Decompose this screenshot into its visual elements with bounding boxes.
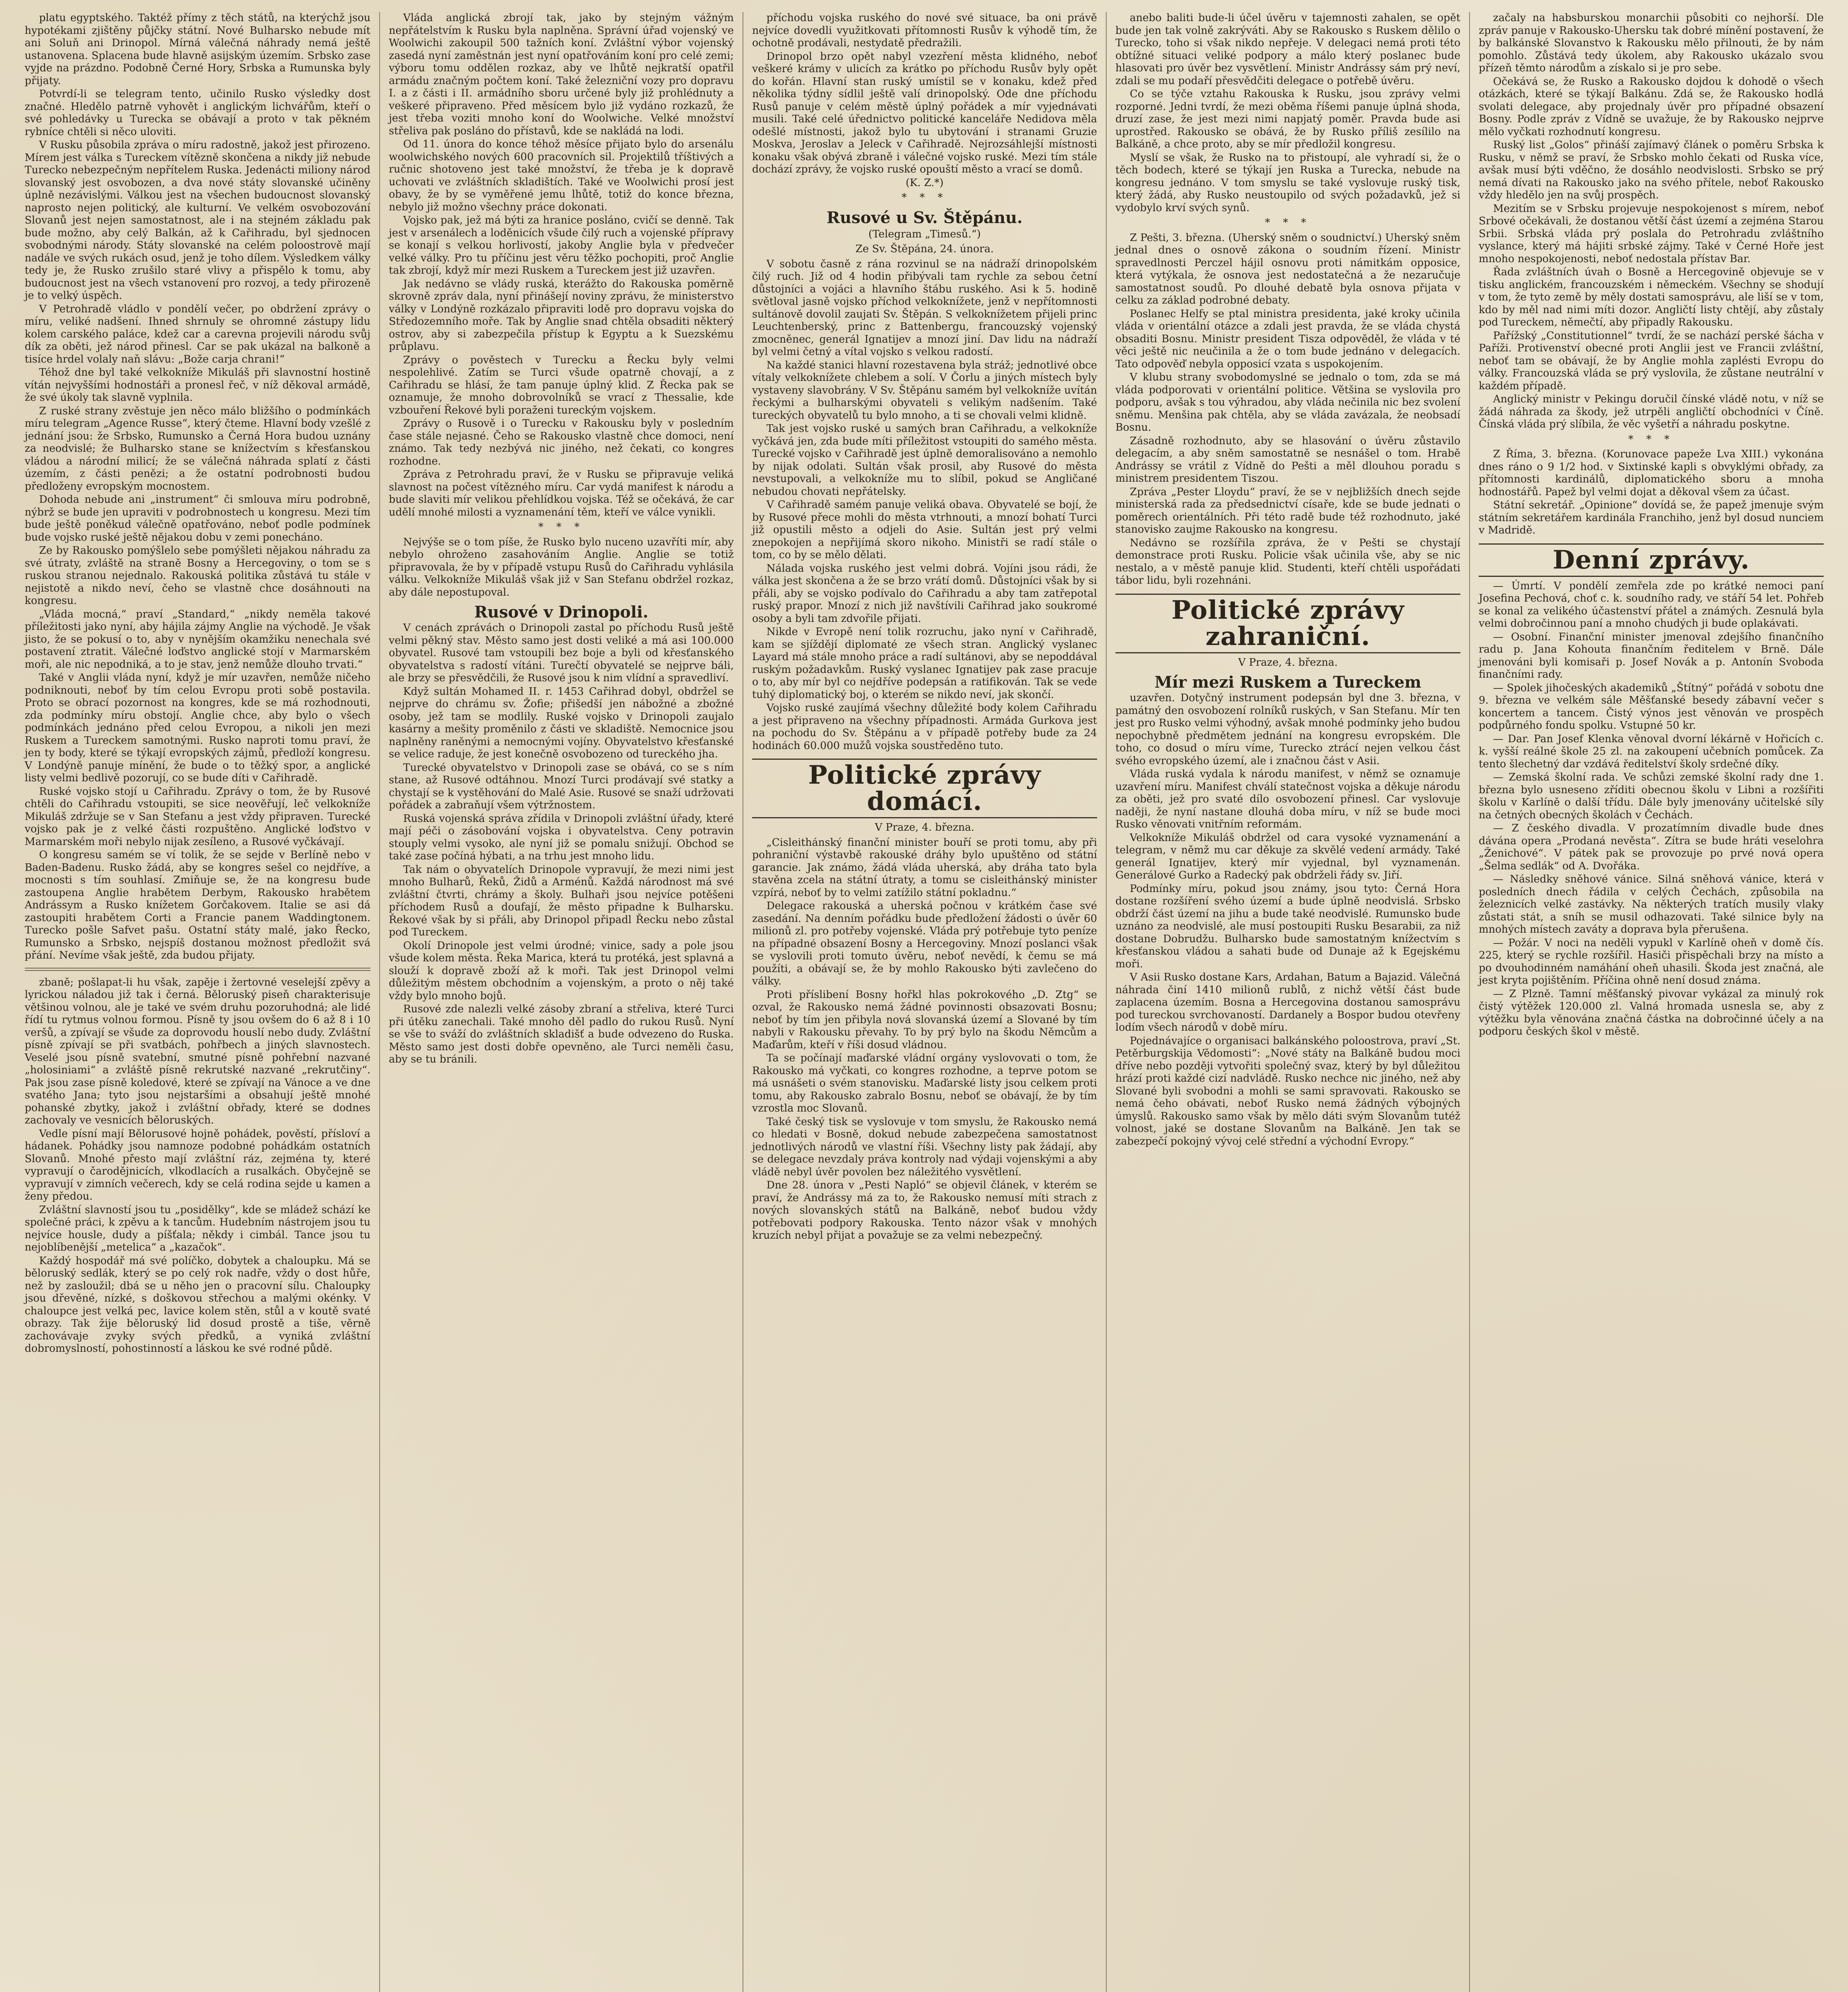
article-paragraph: Tak jest vojsko ruské u samých bran Cařihradu, a velkokníže vyčkává jen, zda bude míti příležitost vstoupiti do samého města. Turecké vojsko v Cařihradě jest úplně demoralisováno a nemohlo by nijak odolati. Sultán však prosil, aby Rusové do města nevstupovali, a velkokníže mu to slíbil, pokud se Angličané nebudou chovati nepřátelsky. xyxy=(752,423,1097,498)
article-paragraph: Téhož dne byl také velkokníže Mikuláš při slavnostní hostině vítán nejvyššími hodnostáři a pronesl řeč, v níž děkoval armádě, že své úkoly tak slavně vyplnila. xyxy=(25,367,370,404)
section-heading-box xyxy=(1115,594,1460,653)
article-paragraph: platu egyptského. Taktéž přímy z těch států, na kterýchž jsou hypotékami zjištěny půjčky státní. Nové Bulharsko nebude mít ani Soluň ani Drinopol. Mírná válečná náhrady nemá ještě ustanovena. Splacena bude hlavně asijským územím. Srbsko zase vyjde na prázdno. Podobně Černé Hory, Srbska a Rumunska byly přijaty. xyxy=(25,12,370,87)
article-paragraph: Anglický ministr v Pekingu doručil čínské vládě notu, v níž se žádá náhrada za škody, jež utrpěli angličtí obchodníci v Číně. Čínská vláda prý slíbila, že věc vyšetří a náhradu poskytne. xyxy=(1479,393,1824,430)
article-paragraph: — Následky sněhové vánice. Silná sněhová vánice, která v posledních dnech řádila v celých Čechách, způsobila na železnicích velké zastávky. Na některých tratích musily vlaky zůstati stát, a sníh se musil odhazovati. Také silnice byly na mnohých místech zaváty a doprava byla přerušena. xyxy=(1479,873,1824,935)
article-paragraph: uzavřen. Dotyčný instrument podepsán byl dne 3. března, v památný den osvobození rolníků ruských, v San Stefanu. Mír ten jest pro Rusko velmi výhodný, avšak mnohé podmínky jeho budou nepochybně předmětem jednání na kongresu evropském. Dle toho, co dosud o míru víme, Turecko ztrácí nejen velkou část svého evropského území, ale i značnou část v Asii. xyxy=(1115,692,1460,767)
article-paragraph: Na každé stanici hlavní rozestavena byla stráž; jednotlivé obce vítaly velkoknížete chlebem a solí. V Čorlu a jiných místech byly vystaveny slavobrány. V Sv. Štěpánu samém byl velkokníže uvítán řeckými a bulharskými obyvateli s velikým nadšením. Také tureckých obyvatelů tu bylo mnoho, a ti se chovali velmi klidně. xyxy=(752,359,1097,422)
section-heading-box xyxy=(752,759,1097,818)
article-paragraph: V cenách zprávách o Drinopoli zastal po příchodu Rusů ještě velmi pěkný stav. Město samo jest dosti veliké a má asi 100.000 obyvatel. Rusové tam vstoupili bez boje a byli od křesťanského obyvatelstva s radostí vítáni. Turečtí obyvatelé se nejprve báli, ale brzy se přesvědčili, že Rusové jsou k nim vlídní a spravedliví. xyxy=(389,622,734,684)
article-paragraph: Turecké obyvatelstvo v Drinopoli zase se obává, co se s ním stane, až Rusové odtáhnou. Mnozí Turci prodávají své statky a chystají se k vystěhování do Malé Asie. Rusové se snaží udržovati pořádek a zabraňují všem výtržnostem. xyxy=(389,761,734,811)
article-paragraph: Zpráva „Pester Lloydu“ praví, že se v nejbližších dnech sejde ministerská rada za předsednictví císaře, kde se bude jednati o poměrech orientálních. Při této radě bude též rozhodnuto, jaké stanovisko zaujme Rakousko na kongresu. xyxy=(1115,486,1460,535)
article-paragraph: Ta se počínají maďarské vládní orgány vyslovovati o tom, že Rakousko má vyčkati, co kongres rozhodne, a teprve potom se má usnášeti o svém stanovisku. Maďarské listy jsou celkem proti tomu, aby Rakousko zabralo Bosnu, neboť se obávají, že by tím vzrostla moc Slovanů. xyxy=(752,1052,1097,1114)
article-paragraph: Očekává se, že Rusko a Rakousko dojdou k dohodě o všech otázkách, které se týkají Balkánu. Zdá se, že Rakousko hodlá svolati delegace, aby projednaly úvěr pro případné obsazení Bosny. Podle zpráv z Vídně se uvažuje, že by Rakousko nejprve mělo vyčkati rozhodnutí kongresu. xyxy=(1479,75,1824,138)
article-paragraph: Nikde v Evropě není tolik rozruchu, jako nyní v Cařihradě, kam se sjíždějí diplomaté ze všech stran. Anglický vyslanec Layard má stále mnoho práce a radí sultánovi, aby se nepoddával ruským požadavkům. Ruský vyslanec Ignatijev pak zase pracuje o to, aby mír byl co nejdříve podepsán a ratifikován. Tak se vede tuhý diplomatický boj, o kterém se nikdo neví, jak skončí. xyxy=(752,626,1097,701)
dateline: (K. Z.*) xyxy=(905,176,944,189)
asterism-separator: * * * xyxy=(1628,433,1674,445)
article-paragraph: Myslí se však, že Rusko na to přistoupí, ale vyhradí si, že o těch bodech, které se týkají jen Ruska a Turecka, nebude na kongresu jednáno. V tom smyslu se také vyslovuje ruský tisk, který žádá, aby Rusko neustoupilo od svých požadavků, jež si vydobylo krví svých synů. xyxy=(1115,151,1460,214)
article-paragraph: V Cařihradě samém panuje veliká obava. Obyvatelé se bojí, že by Rusové přece mohli do města vtrhnouti, a mnozí bohatí Turci již opustili město a odjeli do Asie. Sultán jest prý velmi znepokojen a nepřijímá skoro nikoho. Ministři se radí stále o tom, co by se mělo dělati. xyxy=(752,499,1097,561)
article-paragraph: Delegace rakouská a uherská počnou v krátkém čase své zasedání. Na denním pořádku bude předložení žádosti o úvěr 60 milionů zl. pro potřeby vojenské. Vláda prý potřebuje tyto peníze na případné obsazení Bosny a Hercegoviny. Mnozí poslanci však se vyslovili proti tomuto úvěru, neboť nevědí, k čemu se má použíti, a obávají se, že by mohlo Rakousko býti zavlečeno do války. xyxy=(752,900,1097,987)
article-paragraph: Dohoda nebude ani „instrument“ či smlouva míru podrobně, nýbrž se bude jen upraviti v podrobnostech u kongresu. Mezi tím bude ještě poněkud válečně opatřováno, neboť podle podmínek bude vojsko ruské ještě nějakou dobu v zemi ponecháno. xyxy=(25,494,370,543)
article-paragraph: Z Pešti, 3. března. (Uherský sněm o soudnictví.) Uherský sněm jednal dnes o osnově zákona o soudním řízení. Ministr spravedlnosti Perczel hájil osnovu proti námitkám opposice, která vytýkala, že osnova jest nedostatečná a že nezaručuje samostatnost soudů. Po dlouhé debatě byla osnova přijata v celku za základ podrobné debaty. xyxy=(1115,231,1460,306)
article-paragraph: Pojednávajíce o organisaci balkánského poloostrova, praví „St. Petěrburgskija Vědomosti“: „Nové státy na Balkáně budou moci dříve nebo později vytvořiti společný svaz, který by byl důležitou hrází proti každé cizí nadvládě. Rusko nechce nic jiného, než aby Slované byli svobodni a mohli se sami spravovati. Rakousko se nemá čeho obávati, neboť Rusko nemá žádných výbojných úmyslů. Rakousko samo však by mělo dáti svým Slovanům tutéž volnost, jaké se dostane Slovanům na Balkáně. Jen tak se zabezpečí pokojný vývoj celé střední a východní Evropy.“ xyxy=(1115,1035,1460,1147)
article-paragraph: Také v Anglii vláda nyní, když je mír uzavřen, nemůže ničeho podniknouti, neboť by tím celou Evropu proti sobě postavila. Proto se obrací pozornost na kongres, kde se má rozhodnouti, zda podmínky míru obstojí. Anglie chce, aby bylo o všech podmínkách jednáno před celou Evropou, a nikoli jen mezi Ruskem a Tureckem samotnými. Rusko naproti tomu praví, že jen ty body, které se týkají evropských zájmů, předloží kongresu. V Londýně panuje mínění, že bude o to těžký spor, a anglické listy velmi bedlivě pozorují, co se bude díti v Cařihradě. xyxy=(25,672,370,784)
article-paragraph: — Z českého divadla. V prozatímním divadle bude dnes dávána opera „Prodaná nevěsta“. Zítra se bude hráti veselohra „Ženichové“. V pátek pak se provozuje po prvé nová opera „Šelma sedlák“ od A. Dvořáka. xyxy=(1479,822,1824,872)
dateline: Ze Sv. Štěpána, 24. února. xyxy=(855,243,994,255)
article-paragraph: Nedávno se rozšířila zpráva, že v Pešti se chystají demonstrace proti Rusku. Policie však učinila vše, aby se nic nestalo, a v městě panuje klid. Studenti, kteří chtěli uspořádati tábor lidu, byli rozehnáni. xyxy=(1115,537,1460,586)
article-paragraph: V Rusku působila zpráva o míru radostně, jakož jest přirozeno. Mírem jest válka s Tureckem vítězně skončena a nikdy již nebude Turecko nebezpečným nepřítelem Ruska. Jedenácti miliony národ slovanský jest osvobozen, a dva nové státy slovanské učiněny úplně nezávislými. Válkou jest na všechen budoucnost slovanský naprosto nejen politický, ale kulturní. Ve velkém osvobozování Slovanů jest nejen samostatnost, ale i na stejném základu pak bude možno, aby celý Balkán, až k Cařihradu, byl sjednocen svobodnými národy. Státy slovanské na celém poloostrově mají nadále ve svých rukách osud, jenž je toho dílem. Výsledkem války tedy je, že Rusko zrušilo staré vlivy a přispělo k tomu, aby budoucnost jest na všech vstanovení pro rozvoj, a tedy přirozeně je to velký úspěch. xyxy=(25,139,370,302)
dateline: V Praze, 4. března. xyxy=(875,822,974,833)
article-paragraph: zbaně; pošlapat-li hu však, zapěje i žertovné veselejší zpěvy a lyrickou náladou již tak i černá. Běloruský piseň charakterisuje většinou volnou, ale je také ve svém druhu pozoruhodná; ale lidé řídí tu rytmus volnou formou. Písně ty jsou ovšem do 6 až 8 i 10 veršů, a zpívají se všude za doprovodu houslí nebo dudy. Zvláštní písně zpívají se při svatbách, pohřbech a jiných slavnostech. Veselé jsou písně svatební, smutné písně pohřební nazvané „holosiniami“ a zvláště písně rekrutské nazvané „rekrutčiny“. Pak jsou zase písně koledové, které se zpívají na Vánoce a ve dne svatého Jana; tyto jsou nejstaršími a obsahují ještě mnohé pohanské zbytky, jakož i zvláštní obřady, které se dodnes zachovaly ve vesnicích běloruských. xyxy=(25,976,370,1126)
article-paragraph: příchodu vojska ruského do nové své situace, ba oni právě nejvíce dovedli využitkovati přítomnosti Rusův k výhodě tím, že ochotně prodávali, nestydatě předražili. xyxy=(752,12,1097,49)
article-paragraph: Jak nedávno se vlády ruská, kterážto do Rakouska poměrně skrovně zpráv dala, nyní přinášejí noviny zprávu, že ministerstvo války v Londýně rozkázalo připraviti lodě pro dopravu vojska do Středozemního moře. Tak by Anglie snad chtěla obsaditi některý ostrov, aby si zabezpečila přístup k Egyptu a k Suezskému průplavu. xyxy=(389,278,734,353)
article-paragraph: Také český tisk se vyslovuje v tom smyslu, že Rakousko nemá co hledati v Bosně, dokud nebude zabezpečena samostatnost jednotlivých národů ve vlastní říši. Všechny listy pak žádají, aby se delegace nevzdaly práva kontroly nad výdaji vojenskými a aby vládě nebyl úvěr povolen bez náležitého vysvětlení. xyxy=(752,1116,1097,1178)
article-paragraph: O kongresu samém se ví tolik, že se sejde v Berlíně nebo v Baden-Badenu. Rusko žádá, aby se kongres sešel co nejdříve, a mocnosti s tím souhlasí. Zmiňuje se, že na kongresu bude zastoupena Anglie hrabětem Derbym, Rakousko hrabětem Andrássym a Rusko knížetem Gorčakovem. Italie se asi dá zastoupiti hrabětem Corti a Francie panem Waddingtonem. Turecko pošle Safvet pašu. Ostatní státy malé, jako Řecko, Rumunsko a Srbsko, nejspíš dostanou možnost předložit svá přání. Nevíme však ještě, zda budou přijaty. xyxy=(25,849,370,961)
article-paragraph: „Cisleithánský finanční minister bouří se proti tomu, aby při pohraniční výstavbě rakouské dráhy bylo upuštěno od státní garancie. Jak známo, žádá vláda uherská, aby dráha tato byla stavěna zcela na státní útraty, a tomu se cisleithánský minister vzpírá, neboť by to velmi zatížilo státní pokladnu.“ xyxy=(752,836,1097,899)
article-paragraph: Mezitím se v Srbsku projevuje nespokojenost s mírem, neboť Srbové očekávali, že dostanou větší část území a zejména Starou Srbii. Srbská vláda prý poslala do Petrohradu zvláštního vyslance, který má hájiti srbské zájmy. Také v Černé Hoře jest mnoho nespokojenosti, neboť nedostala přístav Bar. xyxy=(1479,202,1824,265)
article-paragraph: Pařížský „Constitutionnel“ tvrdí, že se nachází perské šácha v Paříži. Protivenství obecné proti Anglii jest ve Francii zvláštní, neboť tam se obávají, že by Anglie mohla zaplésti Evropu do války. Francouzská vláda se prý vyslovila, že zůstane neutrální v každém případě. xyxy=(1479,329,1824,392)
article-paragraph: Drinopol brzo opět nabyl vzezření města klidného, neboť veškeré krámy v ulicích za krátko po příchodu Rusův byly opět do kořán. Hlavní stan ruský umístil se v konaku, kdež před několika týdny sídlil ještě valí drinopolský. Ode dne příchodu Rusů panuje v celém městě úplný pořádek a mír vyjednávati musili. Také celé úřednictvo politické kanceláře Nedidova měla odešlé místnosti, jakož bylo tu ubytování i stranami Gruzie Moskva, Jeroslav a Jeleck v Cařihradě. Nejrozsáhlejší místnosti konaku však obývá zbraně i válečné vojsko ruské. Mezi tím stále dochází zprávy, že vojsko ruské opouští město a vrací se domů. xyxy=(752,50,1097,175)
article-paragraph: Vláda ruská vydala k národu manifest, v němž se oznamuje uzavření míru. Manifest chválí statečnost vojska a děkuje národu za oběti, jež pro svaté dílo osvobození přinesl. Car vyslovuje naději, že nyní nastane dlouhá doba míru, v níž se bude moci Rusko věnovati vnitřním reformám. xyxy=(1115,768,1460,830)
article-paragraph: Zpráva z Petrohradu praví, že v Rusku se připravuje veliká slavnost na počest vítězného míru. Car vydá manifest k národu a bude slaviti mír velikou přehlídkou vojska. Též se očekává, že car udělí mnohé milosti a vyznamenání těm, kteří ve válce vynikli. xyxy=(389,469,734,518)
article-paragraph: Ruský list „Golos“ přináší zajímavý článek o poměru Srbska k Rusku, v němž se praví, že Srbsko mohlo čekati od Ruska více, avšak musí býti vděčno, že dosáhlo neodvislosti. Srbsko se prý nemá dívati na Rakousko jako na svého přítele, neboť Rakousko vždy hledělo jen na svůj prospěch. xyxy=(1479,139,1824,201)
article-paragraph: V Petrohradě vládlo v pondělí večer, po obdržení zprávy o míru, veliké nadšení. Ihned shrnuly se ohromné zástupy lidu kolem carského paláce, kdež car a carevna projevili národu svůj dík za oběti, jež národ přinesl. Car se pak ukázal na balkoně a tisíce hrdel volaly naň slávu: „Bože carja chrani!“ xyxy=(25,303,370,365)
asterism-separator: * * * xyxy=(1265,217,1311,229)
article-paragraph: — Osobní. Finanční minister jmenoval zdejšího finančního radu p. Jana Kohouta finančním ředitelem v Brně. Dále jmenováni byli komisaři p. Josef Novák a p. Antonín Svoboda finančními rady. xyxy=(1479,631,1824,680)
article-paragraph: Proti příslibení Bosny hořkl hlas pokrokového „D. Ztg“ se ozval, že Rakousko nemá žádné povinnosti obsazovati Bosnu; neboť by tím jen přibyla nová slovanská území a Slované by tím nabyli v Rakousku převahy. To by prý bylo na škodu Němcům a Maďarům, kteří v říši dosud vládnou. xyxy=(752,988,1097,1051)
article-paragraph: Ze by Rakousko pomýšlelo sebe pomýšleti nějakou náhradu za své útraty, zvláště na straně Bosny a Hercegoviny, o tom se s ruskou stranou nejednalo. Rakouská politika zůstává tu stále v nejistotě a nikdo neví, čeho se vlastně chce dosáhnouti na kongresu. xyxy=(25,545,370,607)
article-paragraph: Ruské vojsko stojí u Cařihradu. Zprávy o tom, že by Rusové chtěli do Cařihradu vstoupiti, se sice neověřují, leč velkokníže Mikuláš zdržuje se v San Stefanu a jest vždy připraven. Turecké vojsko pak je z velké části rozpuštěno. Anglické loďstvo v Marmarském moři nebylo nijak zesíleno, a Rusové vyčkávají. xyxy=(25,785,370,848)
newspaper-column-5 xyxy=(1469,12,1832,1992)
article-paragraph: Nálada vojska ruského jest velmi dobrá. Vojíni jsou rádi, že válka jest skončena a že se brzo vrátí domů. Důstojníci však by si přáli, aby se vojsko podívalo do Cařihradu a aby tam zatřepotal ruský prapor. Mnozí z nich již navštívili Cařihrad jako soukromé osoby a byli tam zdvořile přijati. xyxy=(752,562,1097,625)
article-paragraph: Okolí Drinopole jest velmi úrodné; vinice, sady a pole jsou všude kolem města. Řeka Marica, která tu protéká, jest splavná a slouží k dopravě zboží až k moři. Tak jest Drinopol velmi důležitým městem obchodním a vojenským, a proto o něj také vždy bylo mnoho bojů. xyxy=(389,939,734,1002)
article-paragraph: Vojsko pak, jež má býti za hranice posláno, cvičí se denně. Tak jest v arsenálech a loděnicích všude čilý ruch a vojenské přípravy se konají s velkou horlivostí, jakoby Anglie byla v předvečer velké války. Pro tu příčinu jest věru těžko pochopiti, proč Anglie tak zbrojí, když mír mezi Ruskem a Tureckem jest již uzavřen. xyxy=(389,214,734,276)
article-heading: Rusové u Sv. Štěpánu. xyxy=(827,208,1023,227)
article-paragraph: Potvrdí-li se telegram tento, učinilo Rusko výsledky dost značné. Hledělo patrně vyhovět i anglickým lichvářům, kteří o své pohledávky u Turecka se obávají a proto v tak pěkném rybníce chtěli si něco uloviti. xyxy=(25,88,370,138)
asterism-separator: * * * xyxy=(538,521,584,533)
article-paragraph: Vojsko ruské zaujímá všechny důležité body kolem Cařihradu a jest připraveno na všechny případnosti. Armáda Gurkova jest na pochodu do Sv. Štěpánu a v případě potřeby bude za 24 hodinách 60.000 mužů vojska soustředěno tuto. xyxy=(752,702,1097,752)
article-paragraph: Když sultán Mohamed II. r. 1453 Cařihrad dobyl, obdržel se nejprve do chrámu sv. Žofie; přišedší jen nábožné a zbožné osoby, jež tam se modlily. Ruské vojsko v Drinopoli zaujalo kasárny a mešity proměnilo z části ve skladiště. Nemocnice jsou naplněny raněnými a nemocnými vojíny. Obyvatelstvo křesťanské se velice raduje, že jest konečně osvobozeno od tureckého jha. xyxy=(389,685,734,760)
article-paragraph: Z ruské strany zvěstuje jen něco málo bližšího o podmínkách míru telegram „Agence Russe“, který čteme. Hlavní body vzešlé z jednání jsou: že Srbsko, Rumunsko a Černá Hora budou uznány za neodvislé; že Bulharsko stane se knížectvím s křesťanskou vládou a národní milicí; že se válečná náhrada splatí z části územím, z části penězi; a že ostatní podrobnosti budou předloženy evropským mocnostem. xyxy=(25,405,371,492)
article-paragraph: — Zemská školní rada. Ve schůzi zemské školní rady dne 1. března bylo usneseno zříditi obecnou školu v Libni a rozšířiti školu v Karlíně o další třídu. Dále byly jmenovány učitelské síly na četných obecných školách v Čechách. xyxy=(1479,771,1824,821)
asterism-separator: * * * xyxy=(901,192,948,204)
article-paragraph: Tak nám o obyvatelích Drinopole vypravují, že mezi nimi jest mnoho Bulharů, Řeků, Židů a Arménů. Každá národnost má své zvláštní čtvrti, chrámy a školy. Bulhaři jsou nejvíce potěšeni příchodem Rusů a doufají, že město připadne k Bulharsku. Řekové však by si přáli, aby Drinopol připadl Řecku nebo zůstal pod Tureckem. xyxy=(389,863,734,938)
newspaper-column-2 xyxy=(379,12,743,1992)
section-heading: Denní zprávy. xyxy=(1552,545,1750,575)
article-paragraph: Zásadně rozhodnuto, aby se hlasování o úvěru zůstavilo delegacím, a aby sněm samostatně se nesnášel o tom. Hrabě Andrássy se vrátil z Vídně do Pešti a měl dlouhou poradu s ministrem presidentem Tiszou. xyxy=(1115,435,1460,484)
article-paragraph: — Z Plzně. Tamní měšťanský pivovar vykázal za minulý rok čistý výtěžek 120.000 zl. Valná hromada usnesla se, aby z výtěžku byla věnována značná částka na dobročinné účely a na podporu českých škol v městě. xyxy=(1479,988,1824,1037)
article-paragraph: V klubu strany svobodomyslné se jednalo o tom, zda se má vláda podporovati v orientální politice. Většina se vyslovila pro podporu, avšak s tou výhradou, aby vláda nečinila nic bez svolení sněmu. Menšina pak chtěla, aby se vláda zavázala, že neobsadí Bosnu. xyxy=(1115,371,1460,433)
article-paragraph: — Požár. V noci na neděli vypukl v Karlíně oheň v domě čís. 225, který se rychle rozšířil. Hasiči přispěchali brzy na místo a po dvouhodinném namáhání oheň uhasili. Škoda jest značná, ale jest kryta pojištěním. Příčina ohně není dosud známa. xyxy=(1479,937,1824,986)
section-heading-box xyxy=(1479,543,1824,577)
article-paragraph: Každý hospodář má své políčko, dobytek a chaloupku. Má se běloruský sedlák, který se po celý rok nadře, vždy o dost hůře, než by zasloužil; dbá se u něho jen o pracovní sílu. Chaloupky jsou dřevěné, nízké, s doškovou střechou a malými okénky. V chaloupce jest velká pec, lavice kolem stěn, stůl a v koutě svaté obrazy. Tak žije běloruský lid dosud prostě a tiše, věrně zachovávaje zvyky svých předků, a vyniká zvláštní dobromyslností, pohostinností a láskou ke své rodné půdě. xyxy=(25,1255,370,1355)
newspaper-column-4 xyxy=(1106,12,1469,1992)
article-paragraph: „Vláda mocná,“ praví „Standard,“ „nikdy neměla takové příležitosti jako nyní, aby hájila zájmy Anglie na východě. Je však jisto, že se pokusí o to, aby v nynějším okamžiku nenechala své postavení ztratit. Válečné loďstvo anglické stojí v Marmarském moři, ale nic nepodniká, a to je stav, jenž nemůže dlouho trvati.“ xyxy=(25,608,370,671)
article-paragraph: — Úmrtí. V pondělí zemřela zde po krátké nemoci paní Josefina Pechová, choť c. k. soudního rady, ve stáří 54 let. Pohřeb se konal za velikého účastenství přátel a známých. Zesnulá byla velmi dobročinnou paní a mnoho chudých ji bude oplakávati. xyxy=(1479,580,1824,629)
dateline: V Praze, 4. března. xyxy=(1238,656,1338,669)
article-paragraph: V sobotu časně z rána rozvinul se na nádraží drinopolském čilý ruch. Již od 4 hodin přibývali tam rychle za sebou četní důstojníci a vojáci a hlavního štábu ruského. Asi k 5. hodině světloval jasně vojsko příchod velkoknížete, jenž v nepřítomnosti sultánově dovolil zaujati Sv. Štěpán. S velkoknížetem přijeli princ Leuchtenberský, princ z Battenbergu, francouzský vojenský zmocněnec, generál Ignatijev a mnozí jiní. Dav lidu na nádraží byl velmi četný a vítal vojsko s velkou radostí. xyxy=(752,258,1097,358)
article-paragraph: Řada zvláštních úvah o Bosně a Hercegovině objevuje se v tisku anglickém, francouzském i německém. Všechny se shodují v tom, že tyto země by měly dostati samosprávu, ale liší se v tom, kdo by měl nad nimi míti dozor. Angličtí listy chtějí, aby zůstaly pod Tureckem, němečtí, aby připadly Rakousku. xyxy=(1479,266,1824,328)
article-paragraph: Rusové zde nalezli velké zásoby zbraní a střeliva, které Turci při útěku zanechali. Také mnoho děl padlo do rukou Rusů. Nyní se vše to sváží do zvláštních skladišť a bude odvezeno do Ruska. Město samo jest dosti dobře opevněno, ale Turci neměli času, aby se tu bránili. xyxy=(389,1003,734,1065)
section-rule xyxy=(25,968,370,971)
section-heading: Politické zprávy zahraniční. xyxy=(1171,595,1405,651)
article-paragraph: Vedle písní mají Bělorusové hojně pohádek, pověstí, přísloví a hádanek. Pohádky jsou namnoze podobné pohádkám ostatních Slovanů. Mnohé přesto mají zvláštní ráz, zejména ty, které vypravují o čarodějnicích, vlkodlacích a rusalkách. Obyčejně se vypravují v zimních večerech, kdy se celá rodina sejde u kamen a ženy předou. xyxy=(25,1127,370,1202)
article-paragraph: — Spolek jihočeských akademiků „Štítný“ pořádá v sobotu dne 9. března ve velkém sále Měšťanské besedy zábavní večer s koncertem a tancem. Čistý výnos jest věnován ve prospěch podpůrného fondu spolku. Vstupné 50 kr. xyxy=(1479,682,1824,731)
article-heading: Rusové v Drinopoli. xyxy=(474,603,649,622)
article-paragraph: Dne 28. února v „Pesti Napló“ se objevil článek, v kterém se praví, že Andrássy má za to, že Rakousko nemusí míti strach z nových slovanských států na Balkáně, neboť budou vždy potřebovati podpory Rakouska. Tento názor však v mnohých kruzích nebyl přijat a považuje se za velmi nebezpečný. xyxy=(752,1179,1097,1241)
dateline: (Telegram „Timesů.“) xyxy=(868,228,981,240)
newspaper-columns xyxy=(16,12,1832,1992)
article-paragraph: — Dar. Pan Josef Klenka věnoval dvorní lékárně v Hořicích c. k. vyšší reálné škole 25 zl. na zakoupení učebních pomůcek. Za tento šlechetný dar vzdává ředitelství školy srdečné díky. xyxy=(1479,733,1824,770)
article-paragraph: Od 11. února do konce téhož měsíce přijato bylo do arsenálu woolwichského nových 600 pracovních sil. Projektilů tříštivých a ručnic shotoveno jest také množství, že třeba je k dopravě uchovati ve zvláštních skladištích. Také ve Woolwichi prosí jest obavy, že by se vyměřené jemu lhůtě, totiž do konce března, nebylo již možno všechny práce dokonati. xyxy=(389,138,734,213)
newspaper-column-1 xyxy=(16,12,379,1992)
article-paragraph: Vláda anglická zbrojí tak, jako by stejným vážným nepřátelstvím k Rusku byla naplněna. Správní úřad vojenský ve Woolwichi zakoupil 500 tažních koní. Zvláštní výbor vojenský zasedá nyní zaměstnán jest nyní opatřováním koní pro celé zemi; výboru tomu oddělen rozkaz, aby ve lhůtě nejkratší opatřil armádu značným počtem koní. Také železniční vozy pro dopravu I. a z části i II. armádního sboru určené byly již prohlédnuty a veškeré připraveno. Před měsícem bylo již vydáno rozkazů, že jest třeba voziti mnoho koní do Woolwiche. Velké množství střeliva pak posláno do přístavů, kde se nakládá na lodi. xyxy=(389,12,734,137)
article-paragraph: anebo baliti bude-li účel úvěru v tajemnosti zahalen, se opět bude jen tak volně zakrýváti. Aby se Rakousko s Ruskem dělilo o Turecko, toho si však nikdo nepřeje. V delegaci nemá proti této obtížné situaci veliké podpory a málo který poslanec bude hlasovati pro úvěr bez vysvětlení. Ministr Andrássy sám prý neví, zdali se mu podaří přesvědčiti delegace o potřebě úvěru. xyxy=(1115,12,1460,87)
article-paragraph: V Asii Rusko dostane Kars, Ardahan, Batum a Bajazid. Válečná náhrada činí 1410 milionů rublů, z nichž větší část bude zaplacena územím. Bosna a Hercegovina dostanou samosprávu pod tureckou svrchovaností. Dardanely a Bospor budou otevřeny lodím všech národů v době míru. xyxy=(1115,971,1460,1033)
article-paragraph: Nejvýše se o tom píše, že Rusko bylo nuceno uzavříti mír, aby nebylo ohroženo zasahováním Anglie. Anglie se totiž připravovala, že by v případě vstupu Rusů do Cařihradu vyhlásila válku. Velkokníže Mikuláš však již v San Stefanu obdržel rozkaz, aby dále nepostupoval. xyxy=(389,536,734,598)
article-paragraph: začaly na habsburskou monarchii působiti co nejhorší. Dle zpráv panuje v Rakousko-Uhersku tak dobré mínění postavení, že by balkánské Slovanstvo k Rakousku mělo přilnouti, že by nám pomohlo. Zůstává tedy úkolem, aby Rakousko ukázalo svou přízeň těmto národům a získalo si je pro sebe. xyxy=(1479,12,1824,74)
article-paragraph: Ruská vojenská správa zřídila v Drinopoli zvláštní úřady, které mají péči o zásobování vojska i obyvatelstva. Ceny potravin stouply velmi vysoko, ale nyní již se pomalu snižují. Obchod se také zase počíná hýbati, a na trhu jest mnoho lidu. xyxy=(389,812,734,862)
article-paragraph: Z Říma, 3. března. (Korunovace papeže Lva XIII.) vykonána dnes ráno o 9 1/2 hod. v Sixtinské kapli s obvyklými obřady, za přítomnosti kardinálů, diplomatického sboru a mnoha hodnostářů. Papež byl velmi dojat a děkoval všem za účast. xyxy=(1479,448,1824,498)
article-paragraph: Poslanec Helfy se ptal ministra presidenta, jaké kroky učinila vláda v orientální otázce a zdali jest pravda, že se vláda chystá obsaditi Bosnu. Ministr president Tisza odpověděl, že vláda v té věci ještě nic neučinila a že o tom bude jednáno v delegacích. Tato odpověď nebyla opposicí vzata s uspokojením. xyxy=(1115,308,1460,370)
article-paragraph: Velkokníže Mikuláš obdržel od cara vysoké vyznamenání a telegram, v němž mu car děkuje za skvělé vedení armády. Také generál Ignatijev, který mír vyjednal, byl vyznamenán. Generálové Gurko a Radecký pak obdrželi řády sv. Jiří. xyxy=(1115,831,1460,881)
article-paragraph: Zprávy o pověstech v Turecku a Řecku byly velmi nespolehlivé. Zatím se Turci všude opatrně chovají, a z Cařihradu se hlásí, že tam panuje úplný klid. Z Řecka pak se oznamuje, že mnoho dobrovolníků se vrací z Thessalie, kde vzbouření Řekové byli poraženi tureckým vojskem. xyxy=(389,354,734,416)
newspaper-column-3 xyxy=(743,12,1106,1992)
article-paragraph: Státní sekretář. „Opinione“ dovídá se, že papež jmenuje svým státním sekretářem kardinála Franchiho, jenž byl dosud nunciem v Madridě. xyxy=(1479,499,1824,536)
article-paragraph: Zvláštní slavností jsou tu „posidělky“, kde se mládež schází ke společné práci, k zpěvu a k tancům. Hudebním nástrojem jsou tu nejvíce housle, dudy a píšťala; někdy i cimbál. Tance jsou tu nejoblíbenější „metelica“ a „kazačok“. xyxy=(25,1204,370,1253)
article-paragraph: Podmínky míru, pokud jsou známy, jsou tyto: Černá Hora dostane rozšíření svého území a bude úplně neodvislá. Srbsko obdrží část území na jihu a bude také neodvislé. Rumunsko bude uznáno za neodvislé, ale musí postoupiti Rusku Besarabii, za niž dostane Dobrudžu. Bulharsko bude samostatným knížectvím s křesťanskou vládou a sahati bude od Dunaje až k Egejskému moři. xyxy=(1115,882,1460,970)
article-heading: Mír mezi Ruskem a Tureckem xyxy=(1154,673,1421,692)
section-heading: Politické zprávy domácí. xyxy=(808,760,1041,816)
article-paragraph: Co se týče vztahu Rakouska k Rusku, jsou zprávy velmi rozporné. Jedni tvrdí, že mezi oběma říšemi panuje úplná shoda, druzí zase, že jest mezi nimi napjatý poměr. Pravda bude asi uprostřed. Rakousko se obává, že by Rusko příliš zesílilo na Balkáně, a chce proto, aby se mír předložil kongresu. xyxy=(1115,88,1460,150)
article-paragraph: Zprávy o Rusově i o Turecku v Rakousku byly v posledním čase stále nejasné. Čeho se Rakousko vlastně chce domoci, není známo. Tak tedy nezbývá nic jiného, než čekati, co kongres rozhodne. xyxy=(389,418,734,467)
